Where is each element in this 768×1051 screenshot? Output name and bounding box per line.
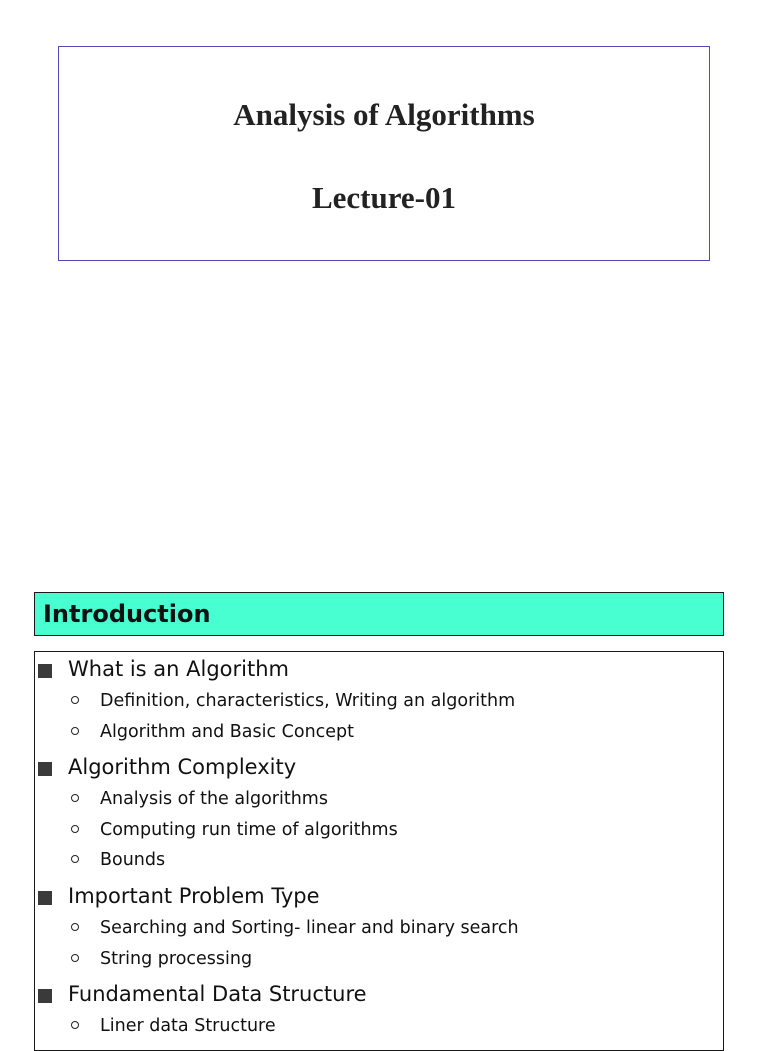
list-item [35,654,723,684]
list-item [35,786,723,812]
square-bullet-icon [38,891,52,905]
circle-bullet-icon [71,825,79,833]
list-item [35,688,723,714]
list-item [35,847,723,873]
square-bullet-icon [38,762,52,776]
circle-bullet-icon [71,794,79,802]
square-bullet-icon [38,989,52,1003]
list-item-text: Fundamental Data Structure [68,982,367,1006]
list-item-text: Analysis of the algorithms [100,789,328,809]
list-item [35,881,723,911]
introduction-content [34,651,724,1051]
list-item-text: String processing [100,949,253,969]
list-item-text: Liner data Structure [100,1016,276,1036]
list-item [35,979,723,1009]
list-item [35,946,723,972]
section-title: Introduction [43,600,211,628]
list-item-text: Bounds [100,850,166,870]
list-item-text: Searching and Sorting- linear and binary search [100,918,519,938]
title-slide [58,46,710,261]
introduction-header [34,592,724,636]
list-item-text: Important Problem Type [68,884,320,908]
list-item [35,915,723,941]
list-item [35,752,723,782]
list-item-text: Definition, characteristics, Writing an algorithm [100,691,516,711]
list-item-text: Algorithm Complexity [68,755,297,779]
circle-bullet-icon [71,855,79,863]
slide-title: Analysis of Algorithms [233,97,535,132]
circle-bullet-icon [71,696,79,704]
slide-subtitle: Lecture-01 [311,180,457,215]
list-item [35,719,723,745]
list-item-text: Computing run time of algorithms [100,820,398,840]
list-item-text: What is an Algorithm [68,657,290,681]
list-item [35,1013,723,1039]
circle-bullet-icon [71,954,79,962]
list-item [35,817,723,843]
square-bullet-icon [38,664,52,678]
circle-bullet-icon [71,1021,79,1029]
list-item-text: Algorithm and Basic Concept [100,722,355,742]
circle-bullet-icon [71,727,79,735]
circle-bullet-icon [71,923,79,931]
